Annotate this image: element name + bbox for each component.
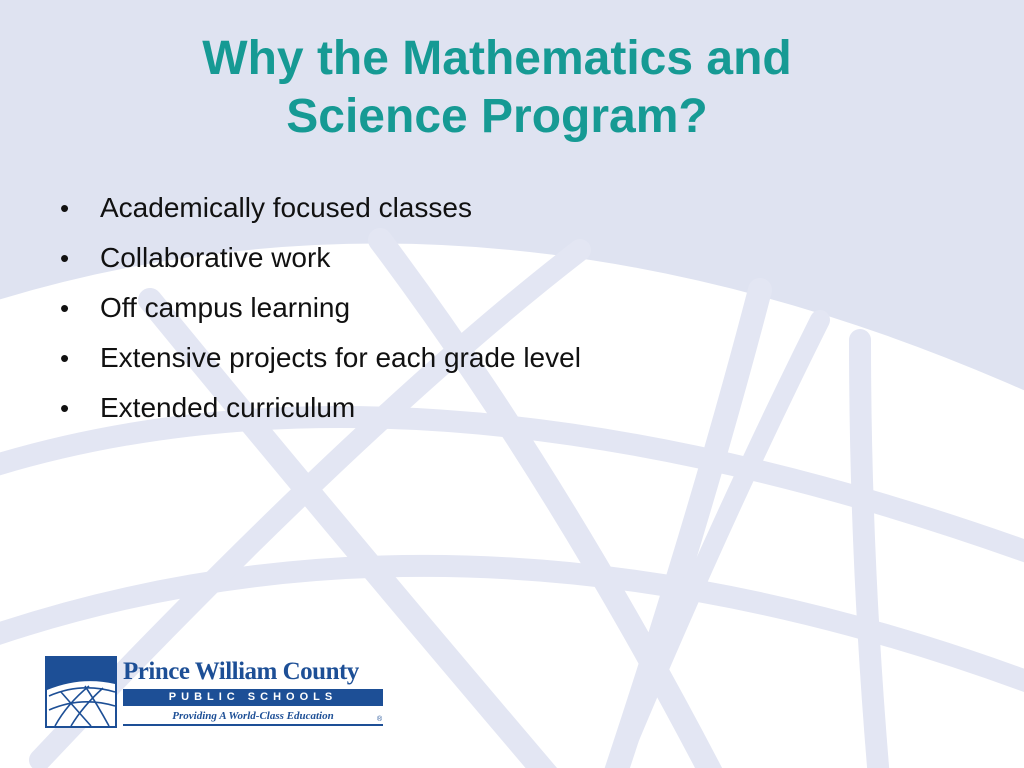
bullet-text: Extended curriculum	[100, 392, 356, 423]
bullet-marker: •	[60, 293, 70, 323]
bullet-text: Off campus learning	[100, 292, 351, 323]
bullet-item	[60, 333, 581, 383]
bullet-text: Collaborative work	[100, 242, 331, 273]
bullet-item	[60, 233, 581, 283]
bullet-item	[60, 283, 581, 333]
school-logo	[45, 656, 387, 728]
logo-subtitle: PUBLIC SCHOOLS	[123, 689, 383, 706]
logo-name: Prince William County	[123, 658, 359, 685]
slide-title	[0, 30, 994, 146]
bullet-marker: •	[60, 243, 70, 273]
bullet-marker: •	[60, 193, 70, 223]
logo-divider	[123, 724, 383, 726]
bullet-marker: •	[60, 393, 70, 423]
bullet-text: Extensive projects for each grade level	[100, 342, 581, 373]
slide-title-line-2: Science Program?	[286, 90, 708, 143]
bullet-item	[60, 183, 581, 233]
globe-emblem-icon	[45, 656, 117, 728]
logo-tagline: Providing A World-Class Education	[172, 710, 334, 722]
bullet-text: Academically focused classes	[100, 192, 472, 223]
slide-title-line-1: Why the Mathematics and	[202, 32, 792, 85]
bullet-list	[60, 183, 581, 433]
bullet-item	[60, 383, 581, 433]
registered-mark: ®	[377, 716, 383, 723]
bullet-marker: •	[60, 343, 70, 373]
